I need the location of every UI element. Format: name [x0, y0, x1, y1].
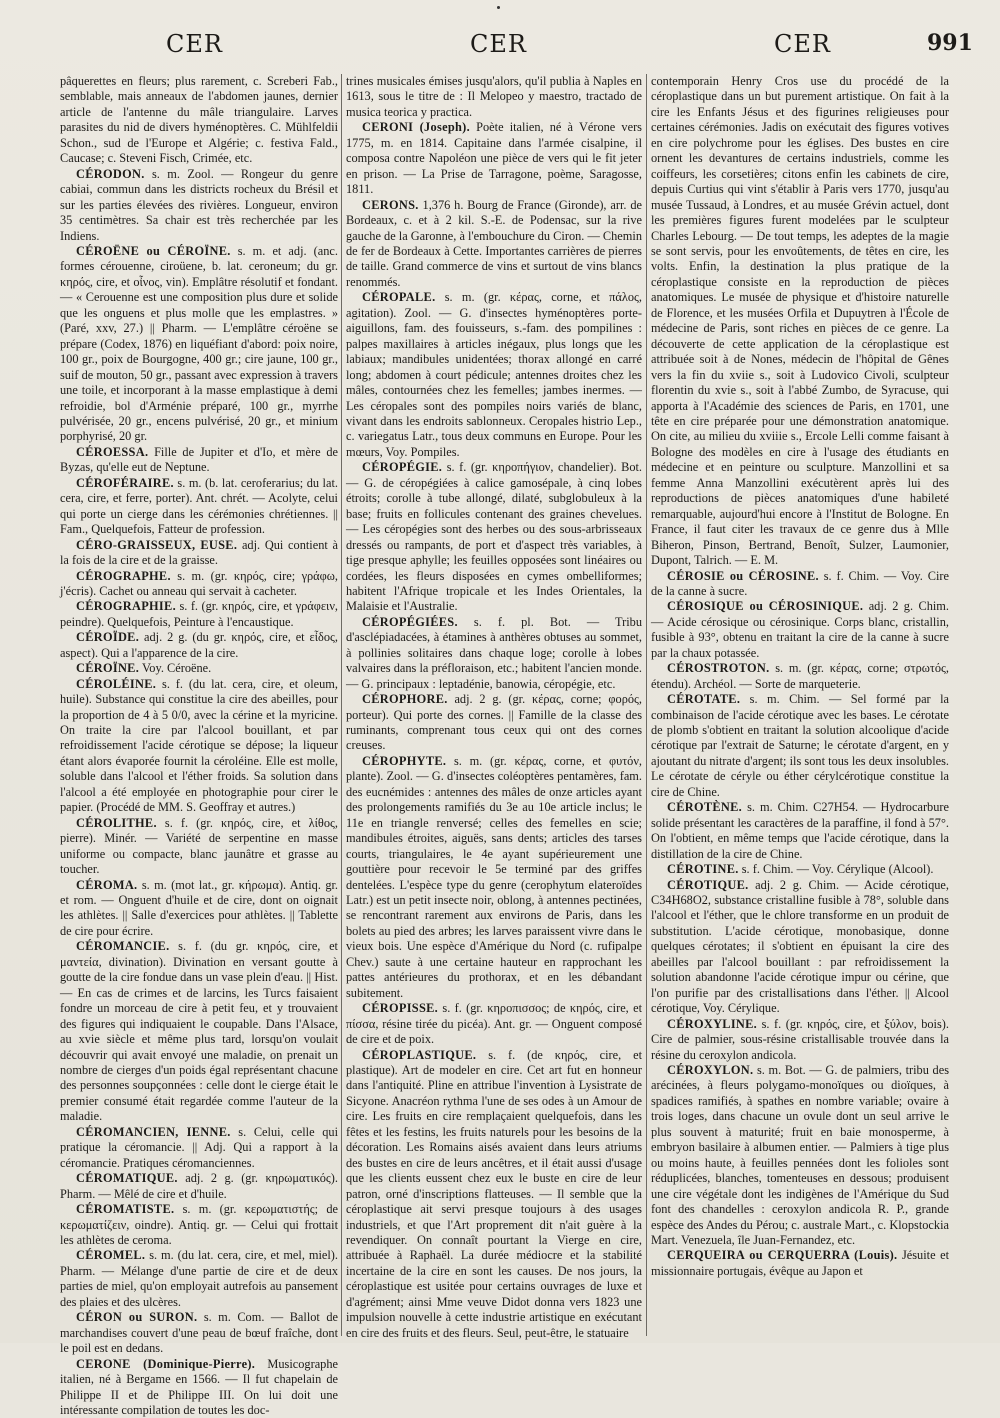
entry-headword: CERONE (Dominique-Pierre). [76, 1356, 256, 1371]
entry-headword: CÉROPLASTIQUE. [362, 1047, 477, 1062]
entry-definition: 1,376 h. Bourg de France (Gironde), arr. de Bordeaux, c. et à 2 kil. S.-E. de Podensac, sur la rive gauche de la Garonne, à l'embouchure du Ciron. — Chemin de fer de Bordeaux à Cette. Importantes carrières de pierres de taille. Grand commerce de vins et surtout de vins blancs renommés. [346, 197, 642, 289]
entry-headword: CERONI (Joseph). [362, 120, 470, 135]
dictionary-entry [60, 476, 338, 538]
entry-definition: s. Celui, celle qui pratique la céromancie. || Adj. Qui a rapport à la céromancie. Pratiques céromanciennes. [60, 1124, 338, 1170]
entry-headword: CERQUEIRA ou CERQUERRA (Louis). [667, 1248, 898, 1263]
entry-definition: Fille de Jupiter et d'Io, et mère de Byzas, qu'elle eut de Neptune. [60, 444, 338, 475]
dictionary-entry [60, 244, 338, 445]
entry-headword: CÉROËNE ou CÉROÏNE. [76, 243, 231, 258]
ink-speck [497, 6, 500, 9]
dictionary-entry [60, 167, 338, 244]
dictionary-entry [60, 878, 338, 940]
entry-headword: CÉROESSA. [76, 444, 149, 459]
entry-definition: adj. Qui contient à la fois de la cire et de la graisse. [60, 537, 338, 568]
entry-definition: s. m. Com. — Ballot de marchandises couvert d'une peau de bœuf fraîche, dont le poil est en dedans. [60, 1310, 338, 1356]
dictionary-entry [346, 120, 642, 197]
dictionary-entry [60, 1171, 338, 1202]
entry-headword: CÉROXYLINE. [667, 1016, 758, 1031]
entry-headword: CÉRO-GRAISSEUX, EUSE. [76, 537, 238, 552]
entry-headword: CÉROÏDE. [76, 630, 140, 645]
entry-headword: CÉROLITHE. [76, 815, 157, 830]
dictionary-entry [651, 1017, 949, 1063]
entry-definition: s. f. (gr. κηροπήγιον, chandelier). Bot. — G. de céropégiées à calice gamosépale, à cinq lobes étroits; corolle à tube allongé, dilaté, subglobuleux à la base; fruits en follicules contenant des graines chevelues. — Les céropégies sont des herbes ou des sous-arbrisseaux dressés ou rampants, de port et d'aspect très variables, à tige presque aphylle; les feuilles opposées sont linéaires ou cordées, les fleurs disposées en cymes ombelliformes; habitent l'Afrique tropicale et les Indes Orientales, la Malaisie et l'Australie. [346, 460, 643, 614]
entry-headword: CÉROPHORE. [362, 692, 448, 707]
running-head-left: CER [166, 30, 223, 58]
dictionary-entry [346, 1048, 642, 1342]
entry-headword: CÉROMANCIE. [76, 939, 170, 954]
entry-definition: s. m. (b. lat. ceroferarius; du lat. cera, cire, et ferre, porter). Ant. chrét. — Acolyte, celui qui porte un cierge dans les cérémonies chrétiennes. || Fam., Quelquefois, Fatteur de profession. [60, 475, 338, 537]
entry-definition: Musicographe italien, né à Bergame en 1566. — Il fut chapelain de Philippe II et de Philippe III. On lui doit une intéressante compilation de toutes les doc- [60, 1356, 338, 1417]
entry-headword: CÉROLÉINE. [76, 676, 157, 691]
entry-headword: CÉROSIQUE ou CÉROSINIQUE. [667, 599, 864, 614]
entry-definition: s. m. (gr. κηρός, cire; γράφω, j'écris). Cachet ou anneau qui servait à cacheter. [60, 568, 338, 598]
entry-definition: s. f. (gr. κηρός, cire, et λίθος, pierre). Minér. — Variété de serpentine en masse uniforme ou compacte, blanc jaunâtre et grasse au toucher. [60, 815, 338, 877]
entry-definition: contemporain Henry Cros use du procédé de la céroplastique dans un but purement artistique. On fait à la cire les Enfants Jésus et des figurines religieuses pour certaines cérémonies. Jadis on exécutait des figures votives en cire polychrome pour les églises. Des bustes en cire ornent les devantures de certains industriels, comme les coiffeurs, les corsetières; citons enfin les cabinets de cire, depuis Curtius qui vint s'établir à Paris vers 1770, jusqu'au musée Tussaud, à Londres, et au musée Grévin actuel, dont les premières figures furent modelées par le sculpteur Charles Lebourg. — De tout temps, les adeptes de la magie se sont servis, pour les envoûtements, de têtes en cire, les volts. Enfin, la destination la plus pratique de la céroplastique consiste en la reproduction de pièces anatomiques. Le musée de physique et d'histoire naturelle de Florence, et les musées Orfila et Dupuytren à l'École de médecine de Paris, sont riches en pièces de ce genre. La découverte de cette application de la céroplastique est attribuée soit à de Nones, médecin de l'hôpital de Gênes vers la fin du xviie s., soit à Ludovico Civoli, sculpteur florentin du xvie s., soit à l'abbé Zumbo, de Syracuse, qui apporta à l'Académie des sciences de Paris, en 1701, une tête en cire préparée pour une démonstration anatomique. On cite, au milieu du xviiie s., Ercole Lelli comme faisant à Bologne des modèles en cire à l'usage des étudiants en médecine et en peinture ou sculpture. Manzollini et sa femme Anna Manzollini exécutèrent après lui des reproductions de pièces anatomiques d'une habileté remarquable, aujourd'hui encore à l'Institut de Bologne. En France, il faut citer les travaux de ce genre dus à Mlle Biheron, Pinson, Bertrand, Benoît, Sulzer, Laumonier, Dupont, Talrich. — E. M. [651, 74, 949, 568]
dictionary-entry [60, 1310, 338, 1356]
entry-headword: CÉROMA. [76, 877, 138, 892]
entry-definition: pâquerettes en fleurs; plus rarement, c. Screberi Fab., semblable, mais anneaux de l'abdomen jaunes, dernier article de l'antenne du mâle triangulaire. Larves parasites du nid de divers hyménoptères. C. Mühlfeldii Schon., sud de l'Europe et Algérie; c. festiva Fald., Caucase; c. Steveni Fisch, Crimée, etc. [60, 74, 338, 166]
text-column-1 [60, 74, 339, 1417]
entry-headword: CÉROMEL. [76, 1248, 146, 1263]
entry-definition: s. m. et adj. (anc. formes cérouenne, ciroüene, b. lat. ceroneum; du gr. κηρός, cire, et οἶνος, vin). Emplâtre résolutif et fondant. — « Cerouenne est une composition plus dure et solide que les onguens et plus molle que les emplastres. » (Paré, xxv, 27.) || Pharm. — L'emplâtre céroëne se prépare (Codex, 1876) en liquéfiant d'abord: poix noire, 100 gr., poix de Bourgogne, 400 gr.; cire jaune, 100 gr., suif de mouton, 50 gr., passant avec expression à travers une toile, et incorporant à la masse emplastique à demi refroidie, bol d'Arménie préparé, 100 gr., myrrhe pulvérisée, 20 gr., encens pulvérisé, 20 gr., et minium porphyrisé, 20 gr. [60, 243, 338, 444]
entry-definition: s. f. (gr. κηροπισσος; de κηρός, cire, et πίσσα, résine tirée du picéa). Ant. gr. — Onguent composé de cire et de poix. [346, 1001, 642, 1047]
entry-definition: s. m. (gr. κερωματιστής; de κερωματίζειν, oindre). Antiq. gr. — Celui qui frottait les athlètes de ceroma. [60, 1202, 338, 1247]
entry-headword: CÉROÏNE. [76, 661, 140, 676]
dictionary-entry [60, 816, 338, 878]
entry-definition: adj. 2 g. (du gr. κηρός, cire, et εἶδος, aspect). Qui a l'apparence de la cire. [60, 630, 338, 660]
running-head-right: CER [774, 30, 831, 58]
entry-definition: s. m. Bot. — G. de palmiers, tribu des arécinées, à fleurs polygamo-monoïques ou dioïques, à spadices ramifiés, à spathes en nombre variable; ovaire à trois loges, dans chacune un ovule dont un seul arrive le plus souvent à maturité; fruit en baie monosperme, à embryon basilaire à albumen entier. — Palmiers à tige plus ou moins haute, à feuilles pennées dont les folioles sont réduplicées, blanches, tomenteuses en dessous; produisent une cire végétale dont les indigènes de l'Amérique du Sud font des chandelles : ceroxylon andicola R. P., grande espèce des Andes du Pérou; c. australe Mart., c. Klopstockia Mart. Venezuela, île Juan-Fernandez, etc. [651, 1063, 949, 1247]
entry-headword: CÉROPÉGIÉES. [362, 614, 458, 629]
dictionary-entry [346, 198, 642, 291]
dictionary-entry [651, 1248, 949, 1279]
dictionary-entry [60, 677, 338, 816]
text-column-2 [346, 74, 643, 1340]
page-number: 991 [927, 30, 973, 56]
text-column-3 [651, 74, 949, 1336]
dictionary-entry [60, 1202, 338, 1248]
dictionary-entry [60, 569, 338, 600]
dictionary-entry [651, 862, 949, 877]
dictionary-entry [346, 460, 642, 615]
dictionary-entry [651, 692, 949, 800]
entry-definition: s. f. (de κηρός, cire, et plastique). Art de modeler en cire. Cet art fut en honneur dans l'antiquité. Pline en attribue l'invention à Lysistrate de Sicyone. Anacréon rythma l'une de ses odes à un Amour de cire. Les fruits en cire remplaçaient quelquefois, dans les fêtes et les festins, les fruits naturels pour les besoins de la décoration. Les Romains aisés avaient dans leurs atriums des bustes en cire de leurs ancêtres, et il était aussi d'usage que les clients eussent chez eux le buste en cire de leur patron, orné d'inscriptions flatteuses. — Il semble que la céroplastique ait servi presque toujours à des usages industriels, et que l'Art proprement dit n'ait guère à la revendiquer. On connaît pourtant la Vierge en cire, attribuée à Raphaël. La durée médiocre et la stabilité incertaine de la cire en sont les causes. De nos jours, la céroplastique est usitée pour certains ouvrages de luxe et d'agrément; ainsi Mme veuve Didot donna vers 1823 une impulsion nouvelle à cette industrie artistique en exécutant en cire des fruits et des fleurs. Seul, peut-être, le statuaire [346, 1047, 643, 1340]
running-head-center: CER [470, 30, 527, 58]
entry-definition: s. f. (gr. κηρός, cire, et ξύλον, bois). Cire de palmier, sous-résine cristallisable trouvée dans la résine du ceroxylon andicola. [651, 1016, 949, 1062]
dictionary-entry [651, 661, 949, 692]
page-header [0, 30, 1000, 66]
entry-headword: CÉROPALE. [362, 290, 436, 305]
dictionary-entry [651, 599, 949, 661]
dictionary-entry [346, 615, 642, 692]
dictionary-entry [60, 1125, 338, 1171]
entry-definition: s. f. Chim. — Voy. Cérylique (Alcool). [741, 862, 934, 877]
dictionary-entry [346, 290, 642, 460]
entry-headword: CÉROMATIQUE. [76, 1171, 178, 1186]
entry-headword: CÉROSTROTON. [667, 661, 770, 676]
entry-headword: CÉROTIQUE. [667, 877, 749, 892]
entry-definition: s. f. (du gr. κηρός, cire, et μαντεία, divination). Divination en versant goutte à goutte de la cire fondue dans un vase plein d'eau. || Hist. — En cas de crimes et de larcins, les Turcs faisaient fondre un morceau de cire à petit feu, et y trouvaient des figures qui indiquaient le coupable. Dans l'Alsace, au xvie siècle et même plus tard, lorsqu'on voulait découvrir qui avait envoyé une maladie, on prenait un nombre de cierges d'un poids égal représentant chacune des personnes soupçonnées : celle dont le cierge était le premier consumé était regardée comme l'auteur de la maladie. [60, 939, 338, 1124]
entry-definition: s. m. (gr. κέρας, corne; στρωτός, étendu). Archéol. — Sorte de marqueterie. [651, 661, 949, 691]
dictionary-entry [346, 754, 642, 1001]
entry-headword: CÉROTÈNE. [667, 800, 743, 815]
entry-definition: adj. 2 g. (gr. κηρωματικός). Pharm. — Mêlé de cire et d'huile. [60, 1171, 338, 1201]
entry-definition: adj. 2 g. Chim. — Acide cérosique ou cérosinique. Corps blanc, cristallin, fusible à 93°, obtenu en traitant la cire de la canne à sucre par la chaux potassée. [651, 599, 949, 660]
entry-definition: Jésuite et missionnaire portugais, évêque au Japon et [651, 1248, 949, 1278]
entry-definition: Poète italien, né à Vérone vers 1775, m. en 1814. Capitaine dans l'armée cisalpine, il composa contre Napoléon une pièce de vers qui le fit jeter en prison. — La Prise de Tarragone, poème, Saragosse, 1811. [346, 120, 642, 197]
entry-headword: CÉROMATISTE. [76, 1202, 175, 1217]
entry-headword: CÉRON ou SURON. [76, 1310, 198, 1325]
entry-definition: adj. 2 g. (gr. κέρας, corne; φορός, porteur). Qui porte des cornes. || Famille de la classe des ruminants, comprenant tous ceux qui ont des cornes creuses. [346, 692, 642, 753]
dictionary-entry [346, 74, 642, 120]
dictionary-entry [651, 800, 949, 862]
entry-definition: s. m. (gr. κέρας, corne, et πάλος, agitation). Zool. — G. d'insectes hyménoptères porte-aiguillons, fam. des fouisseurs, s.-fam. des pompilines : palpes maxillaires à articles inégaux, plus longs que les labiaux; mandibules unidentées; thorax allongé en carré long; abdomen à court pédicule; antennes droites chez les mâles, contournées chez les femelles; jambes inermes. — Les céropales sont des pompiles noirs variés de blanc, vivant dans les endroits sablonneux. Ceropales histrio Lep., c. variegatus Latr., tous deux communs en Europe. Pour les mœurs, Voy. Pompiles. [346, 290, 642, 459]
entry-headword: CÉROXYLON. [667, 1063, 754, 1077]
entry-definition: s. m. (gr. κέρας, corne, et φυτόν, plante). Zool. — G. d'insectes coléoptères pentamères, fam. des eucnémides : antennes des mâles de onze articles ayant des prolongements ramifiés du 3e au 10e article inclus; le 11e en triangle renversé; celles des femelles en scie; mandibules étroites, aiguës, sans dents; articles des tarses courts, triangulaires, le 4e ayant supérieurement une gouttière pour recevoir le 5e terminé par des griffes dentelées. L'espèce type du genre (cerophytum elateroïdes Latr.) est un petit insecte noir, oblong, à antennes pectinées, se rencontrant rarement aux environs de Paris, dans les bolets au pied des arbres; les larves paraissent vivre dans le vieux bois. Une espèce d'Amérique du Nord (c. rufipalpe Chev.) saute à une certaine hauteur en rapprochant les pattes antérieures du prothorax, et en les débandant subitement. [346, 753, 642, 1000]
entry-definition: s. f. Chim. — Voy. Cire de la canne à sucre. [651, 568, 949, 598]
dictionary-entry [346, 1001, 642, 1047]
entry-headword: CÉRODON. [76, 166, 145, 181]
dictionary-entry [346, 692, 642, 754]
column-rule [341, 74, 342, 1336]
entry-headword: CÉROTINE. [667, 862, 739, 877]
dictionary-entry [651, 878, 949, 1017]
dictionary-entry [60, 630, 338, 661]
dictionary-entry [60, 74, 338, 167]
entry-definition: s. m. Chim. C27H54. — Hydrocarbure solide présentant les caractères de la paraffine, il fond à 57°. On l'obtient, en même temps que l'acide cérotique, dans la distillation de la cire de Chine. [651, 800, 949, 861]
dictionary-entry [60, 1248, 338, 1310]
dictionary-entry [651, 569, 949, 600]
dictionary-entry [651, 74, 949, 569]
entry-definition: s. f. pl. Bot. — Tribu d'asclépiadacées, à étamines à anthères obtuses au sommet, à pollinies solitaires dans chaque loge; corolle à lobes valvaires dans la préfloraison, etc.; habitent l'ancien monde. — G. principaux : leptadénie, banowia, céropégie, etc. [346, 614, 642, 691]
entry-headword: CÉROGRAPHIE. [76, 599, 176, 614]
entry-headword: CÉROSIE ou CÉROSINE. [667, 568, 819, 583]
dictionary-entry [60, 445, 338, 476]
entry-definition: s. m. (du lat. cera, cire, et mel, miel). Pharm. — Mélange d'une partie de cire et de deux parties de miel, qu'on employait autrefois au pansement des plaies et des ulcères. [60, 1248, 338, 1309]
entry-headword: CERONS. [362, 197, 419, 212]
entry-definition: s. m. Chim. — Sel formé par la combinaison de l'acide cérotique avec les bases. Le cérotate de plomb s'obtient en traitant la solution alcoolique d'acide cérotique par l'extrait de Saturne; le cérotate d'argent, en y ajoutant du nitrate d'argent; ils sont tous les deux insolubles. Le cérotate de céryle ou éther cérylcérotique constitue la cire de Chine. [651, 692, 949, 799]
dictionary-entry [60, 599, 338, 630]
entry-definition: s. f. (gr. κηρός, cire, et γράφειν, peindre). Quelquefois, Peinture à l'encaustique. [60, 599, 339, 629]
entry-headword: CÉROPÉGIE. [362, 460, 443, 475]
entry-headword: CÉROPHYTE. [362, 753, 447, 768]
entry-definition: s. m. (mot lat., gr. κήρωμα). Antiq. gr. et rom. — Onguent d'huile et de cire, dont on oignait les athlètes. || Salle d'exercices pour athlètes. || Tablette de cire pour écrire. [60, 877, 339, 938]
entry-definition: Voy. Céroëne. [141, 661, 212, 676]
entry-headword: CÉROMANCIEN, IENNE. [76, 1124, 231, 1139]
entry-headword: CÉROTATE. [667, 692, 741, 707]
dictionary-entry [651, 1063, 949, 1248]
entry-definition: trines musicales émises jusqu'alors, qu'il publia à Naples en 1613, sous le titre de : Il Melopeo y maestro, tractado de musica teorica y practica. [346, 74, 642, 119]
dictionary-entry [60, 538, 338, 569]
entry-definition: s. m. Zool. — Rongeur du genre cabiai, commun dans les districts rocheux du Brésil et sur les parties élevées des rivières. Longueur, environ 35 centimètres. Sa chair est très recherchée par les Indiens. [60, 166, 338, 243]
dictionary-entry [60, 939, 338, 1124]
dictionary-entry [60, 661, 338, 676]
entry-headword: CÉROGRAPHE. [76, 568, 171, 583]
entry-headword: CÉROFÉRAIRE. [76, 475, 174, 490]
entry-definition: adj. 2 g. Chim. — Acide cérotique, C34H68O2, substance cristalline fusible à 78°, soluble dans l'alcool et l'éther, que le chlore transforme en un produit de substitution. L'acide cérotique, monobasique, donne quelques cérotates; il s'obtient en épuisant la cire des abeilles par l'alcool bouillant : par refroidissement la solution abandonne l'acide cérotique impur ou cérine, que l'on purifie par des cristallisations dans l'éther. || Alcool cérotique, Voy. Cérylique. [651, 877, 949, 1016]
column-rule [646, 74, 647, 1336]
dictionary-entry [60, 1357, 338, 1418]
entry-headword: CÉROPISSE. [362, 1001, 439, 1016]
entry-definition: s. f. (du lat. cera, cire, et oleum, huile). Substance qui constitue la cire des abeilles, pour la proportion de 4 à 5 0/0, avec la cérine et la myricine. On traite la cire par l'alcool bouillant, et par refroidissement l'acide cérotique se dépose; la liqueur étant alors évaporée fournit la céroléine. Elle est molle, soluble dans l'alcool et l'éther froids. Sa solution dans l'alcool a été employée en photographie pour cirer le papier. (Procédé de MM. S. Geoffray et autres.) [60, 676, 338, 815]
